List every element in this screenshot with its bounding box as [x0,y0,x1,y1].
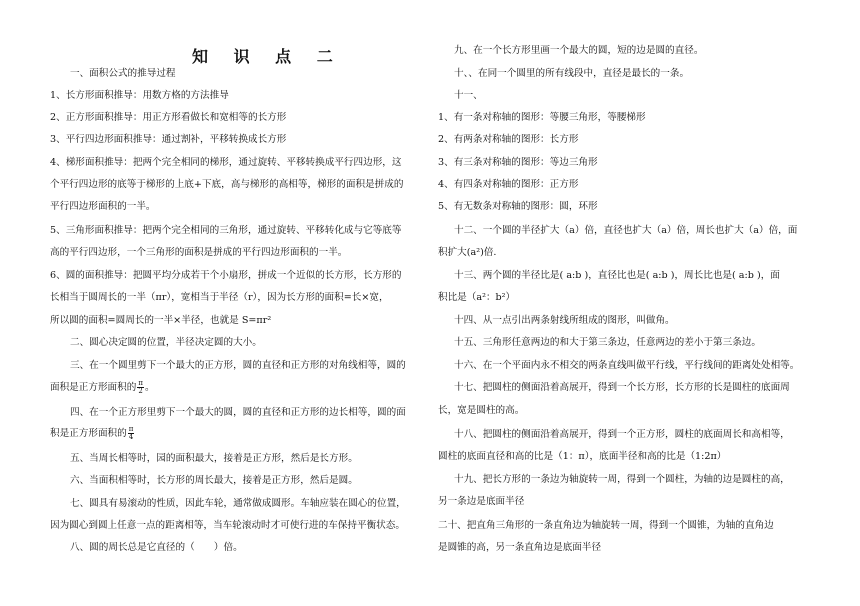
list-item: 个平行四边形的底等于梯形的上底+下底，高与梯形的高相等，梯形的面积是拼成的 [50,179,404,190]
section-17-line-2: 长，宽是圆柱的高。 [438,405,525,416]
section-4-text: 积是正方形面积的 [50,428,127,439]
section-13-line-1: 十三、两个圆的半径比是( a:b )，直径比也是( a:b )，周长比也是( a:b )，面 [454,270,780,281]
section-7-line-2: 因为圆心到圆上任意一点的距离相等，当车轮滚动时才可使行进的车保持平衡状态。 [50,520,405,531]
section-15: 十五、三角形任意两边的和大于第三条边，任意两边的差小于第三条边。 [454,337,761,348]
section-5: 五、当周长相等时，园的面积最大，接着是正方形，然后是长方形。 [70,453,358,464]
page-title: 知 识 点 二 [192,47,343,66]
section-17-line-1: 十七、把圆柱的侧面沿着高展开，得到一个长方形，长方形的长是圆柱的底面周 [454,382,790,393]
list-item: 4、有四条对称轴的图形：正方形 [438,179,579,190]
list-item: 所以圆的面积=圆周长的一半×半径，也就是 S=πr² [50,315,272,326]
section-18-line-2: 圆柱的底面直径和高的比是（1：π），底面半径和高的比是（1:2π） [438,451,727,462]
section-2: 二、圆心决定圆的位置，半径决定圆的大小。 [70,337,262,348]
list-item: 平行四边形面积的一半。 [50,201,156,212]
section-4-line-1: 四、在一个正方形里剪下一个最大的圆，圆的直径和正方形的边长相等，圆的面 [70,407,406,418]
section-16: 十六、在一个平面内永不相交的两条直线叫做平行线，平行线间的距离处处相等。 [454,360,800,371]
section-14: 十四、从一点引出两条射线所组成的图形，叫做角。 [454,315,675,326]
section-heading-formula-derivation: 一、面积公式的推导过程 [70,68,176,79]
section-4-line-2 [50,426,135,441]
section-13-line-2: 积比是（a²：b²） [438,292,516,303]
list-item: 长相当于圆周长的一半（πr），宽相当于半径（r），因为长方形的面积=长×宽， [50,292,389,303]
section-7-line-1: 七、圆具有易滚动的性质，因此车轮，通常做成圆形。车轴应装在圆心的位置， [70,498,406,509]
section-6: 六、当面积相等时，长方形的周长最大，接着是正方形，然后是圆。 [70,475,358,486]
section-12-line-1: 十二、一个圆的半径扩大（a）倍，直径也扩大（a）倍，周长也扩大（a）倍，面 [454,225,798,236]
fraction-pi-over-4: $\frac{\pi}{4}$ [128,425,134,441]
list-item: 3、平行四边形面积推导：通过割补，平移转换成长方形 [50,134,287,145]
section-19-line-1: 十九、把长方形的一条边为轴旋转一周，得到一个圆柱，为轴的边是圆柱的高， [454,474,790,485]
fraction-pi-over-2: $\frac{\pi}{2}$ [138,379,143,395]
section-10: 十、、在同一个圆里的所有线段中，直径是最长的一条。 [454,68,690,79]
list-item: 1、有一条对称轴的图形：等腰三角形，等腰梯形 [438,112,646,123]
list-item: 5、三角形面积推导：把两个完全相同的三角形，通过旋转、平移转化成与它等底等 [50,225,402,236]
section-12-line-2: 积扩大(a²)倍. [438,247,497,258]
list-item: 3、有三条对称轴的图形：等边三角形 [438,157,598,168]
section-20-line-1: 二十、把直角三角形的一条直角边为轴旋转一周，得到一个圆锥，为轴的直角边 [438,520,774,531]
section-11-heading: 十一、 [454,90,483,101]
list-item: 1、长方形面积推导：用数方格的方法推导 [50,90,229,101]
list-item: 5、有无数条对称轴的图形：圆，环形 [438,201,598,212]
list-item: 6、圆的面积推导：把圆平均分成若干个小扇形，拼成一个近似的长方形，长方形的 [50,270,402,281]
list-item: 高的平行四边形，一个三角形的面积是拼成的平行四边形面积的一半。 [50,247,348,258]
section-3-text: 面积是正方形面积的 [50,382,137,393]
section-9: 九、在一个长方形里画一个最大的圆，短的边是圆的直径。 [454,45,704,56]
section-19-line-2: 另一条边是底面半径 [438,496,525,507]
list-item: 2、正方形面积推导：用正方形看做长和宽相等的长方形 [50,112,287,123]
section-3-line-2: 面积是正方形面积的 $\frac{\pi}{2}$ 。 [50,379,155,395]
section-20-line-2: 是圆锥的高，另一条直角边是底面半径 [438,542,602,553]
section-8: 八、圆的周长总是它直径的（ ）倍。 [70,542,243,553]
section-3-line-1: 三、在一个圆里剪下一个最大的正方形，圆的直径和正方形的对角线相等，圆的 [70,360,406,371]
list-item: 4、梯形面积推导：把两个完全相同的梯形，通过旋转、平移转换成平行四边形，这 [50,157,402,168]
section-18-line-1: 十八、把圆柱的侧面沿着高展开，得到一个正方形，圆柱的底面周长和高相等， [454,429,790,440]
list-item: 2、有两条对称轴的图形：长方形 [438,134,579,145]
